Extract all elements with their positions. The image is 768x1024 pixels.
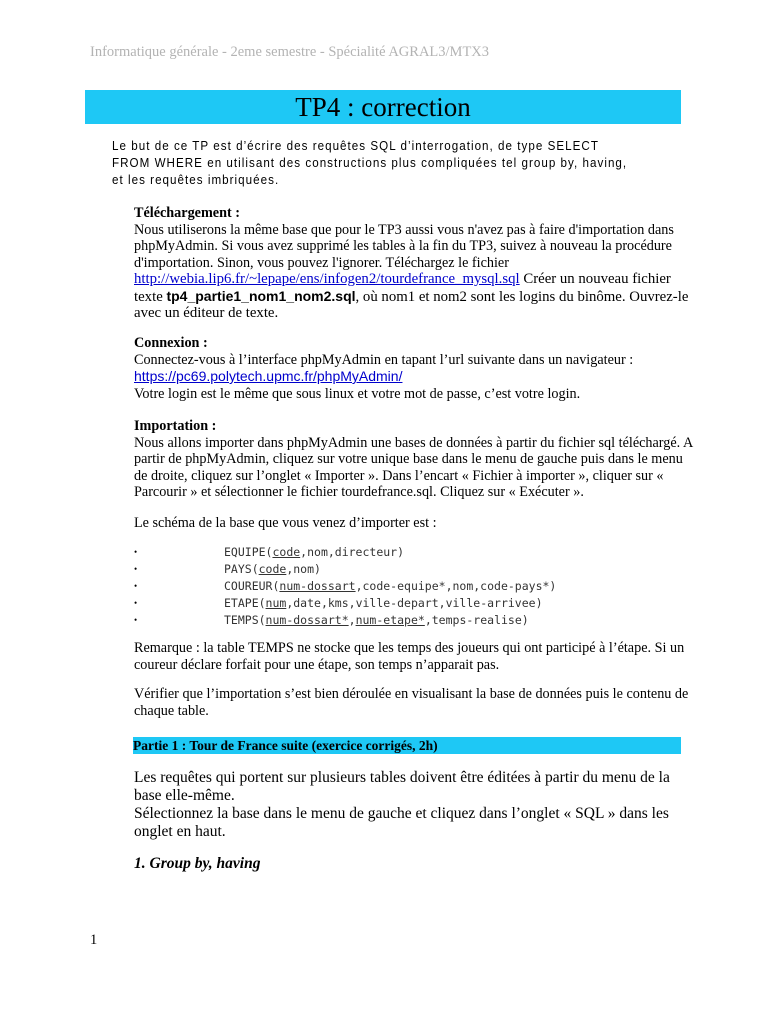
list-item: • PAYS(code,nom) [134, 562, 321, 576]
section-importation [134, 418, 694, 501]
importation-text: Nous allons importer dans phpMyAdmin une bases de données à partir du fichier sql téléchargé. A partir de phpMyAdmin, cliquez sur votre unique base dans le menu de gauche puis dans le menu de droite, cliquez sur l’onglet « Importer ». Dans l’encart « Fichier à importer », cliquer sur « Parcourir » et sélectionner le fichier tourdefrance.sql. Cliquez sur « Exécuter ». [134, 434, 693, 500]
section-connexion [134, 335, 694, 402]
page-title: TP4 : correction [85, 90, 681, 124]
page-header: Informatique générale - 2eme semestre - Spécialité AGRAL3/MTX3 [90, 44, 490, 60]
section1-heading: 1. Group by, having [134, 855, 261, 872]
bullet: • [134, 547, 138, 557]
phpmyadmin-link[interactable]: https://pc69.polytech.upmc.fr/phpMyAdmin/ [134, 368, 403, 384]
selectionnez-paragraph: Sélectionnez la base dans le menu de gauche et cliquez dans l’onglet « SQL » dans les onglet en haut. [134, 805, 669, 840]
section-telechargement [134, 205, 694, 322]
importation-heading: Importation : [134, 418, 217, 434]
list-item: • ETAPE(num,date,kms,ville-depart,ville-arrivee) [134, 596, 543, 610]
schema-list [134, 544, 694, 629]
connexion-heading: Connexion : [134, 335, 208, 351]
bullet: • [134, 564, 138, 574]
connexion-text-2: Votre login est le même que sous linux et votre mot de passe, c’est votre login. [134, 385, 581, 402]
filename: tp4_partie1_nom1_nom2.sql [166, 287, 356, 304]
requetes-paragraph: Les requêtes qui portent sur plusieurs tables doivent être éditées à partir du menu de la base elle-même. [134, 769, 670, 804]
bullet: • [134, 598, 138, 608]
list-item: • COUREUR(num-dossart,code-equipe*,nom,code-pays*) [134, 579, 557, 593]
list-item: • TEMPS(num-dossart*,num-etape*,temps-realise) [134, 613, 529, 627]
partie1-heading: Partie 1 : Tour de France suite (exercice corrigés, 2h) [133, 737, 681, 754]
download-link[interactable]: http://webia.lip6.fr/~lepape/ens/infogen2/tourdefrance_mysql.sql [134, 271, 520, 287]
telechargement-text-2: Créer un nouveau fichier texte [134, 271, 671, 305]
telechargement-heading: Téléchargement : [134, 205, 240, 221]
bullet: • [134, 615, 138, 625]
page-number: 1 [90, 932, 98, 948]
telechargement-text: Nous utiliserons la même base que pour le TP3 aussi vous n'avez pas à faire d'importation dans phpMyAdmin. Si vous avez supprimé les tables à la fin du TP3, suivez à nouveau la procédure d'importation. Sinon, vous pouvez l'ignorer. Téléchargez le fichier [134, 221, 674, 271]
bullet: • [134, 581, 138, 591]
list-item: • EQUIPE(code,nom,directeur) [134, 545, 405, 559]
telechargement-text-3: , où nom1 et nom2 sont les logins du binôme. Ouvrez-le avec un éditeur de texte. [134, 288, 689, 321]
remarque: Remarque : la table TEMPS ne stocke que les temps des joueurs qui ont participé à l’étape. Si un coureur déclare forfait pour une étape, son temps n’apparait pas. [134, 640, 685, 673]
schema-intro: Le schéma de la base que vous venez d’importer est : [134, 515, 437, 531]
verifier: Vérifier que l’importation s’est bien déroulée en visualisant la base de données puis le contenu de chaque table. [134, 686, 689, 719]
intro-paragraph: Le but de ce TP est d’écrire des requêtes SQL d’interrogation, de type SELECT FROM WHERE en utilisant des constructions plus compliquées tel group by, having, et les requêtes imbriquées. [112, 139, 628, 187]
connexion-text: Connectez-vous à l’interface phpMyAdmin en tapant l’url suivante dans un navigateur : [134, 351, 634, 368]
